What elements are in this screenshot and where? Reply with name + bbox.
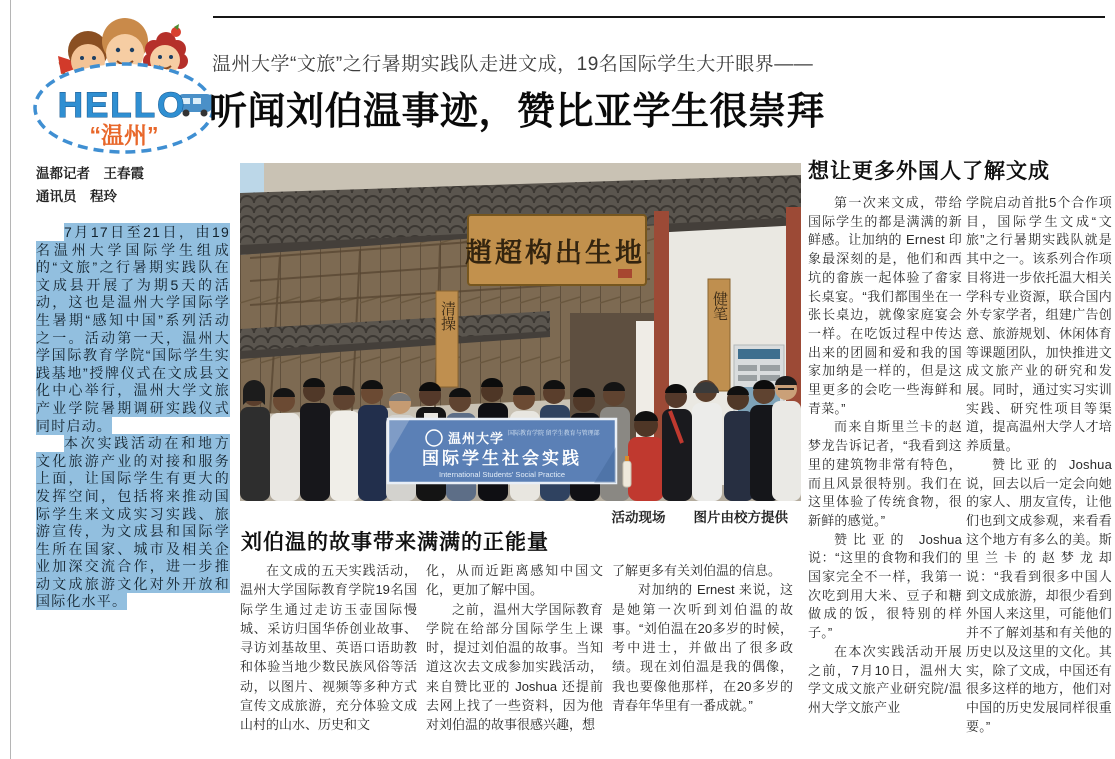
lede	[36, 224, 230, 611]
section1-col1-paragraph: 在文成的五天实践活动，温州大学国际教育学院19名国际学生通过走访玉壶国际慢城、采访归国华侨创业故事、寻访刘基故里、英语口语助教和体验当地少数民族风俗等活动，以图片、视频等多种方式宣传文成旅游，充分体验文成山村的山水、历史和文	[240, 563, 417, 733]
section1-column-1	[240, 561, 417, 735]
caption-location: 活动现场	[611, 510, 666, 525]
photo-caption	[240, 506, 788, 526]
section1-heading: 刘伯温的故事带来满满的正能量	[241, 531, 549, 554]
section2-col1-paragraph-3: 赞比亚的 Joshua 说：“这里的食物和我们的国家完全不一样，我第一次吃到用大米、豆子和糖做成的饭，很特别的样子。”	[808, 531, 962, 641]
photo-right-board-text: 健笔	[711, 291, 727, 321]
section2-col2-paragraph-1: 学院启动首批5个合作项目，国际学生文成“文旅”之行暑期实践队就是其中之一。该系列合作项目将进一步依托温大相关学科专业资源，联合国内外专家学者，组建广告创意、旅游规划、休闲体育等课题团队，加快推进文成文旅产业的研究和发展。同时，通过实习实训实践、研究性项目等渠道，提高温州大学人才培养质量。	[966, 195, 1112, 454]
section1-col2-paragraph-2: 之前，温州大学国际教育学院在给部分国际学生上课时，提过刘伯温的故事。当知道这次去文成参加实践活动，来自赞比亚的 Joshua 还提前去网上找了一些资料，因为他对刘伯温的故事很感兴趣，想	[426, 601, 603, 733]
section1-col2-paragraph-1: 化，从而近距离感知中国文化，更加了解中国。	[426, 563, 603, 598]
left-column	[36, 162, 230, 611]
section2-heading: 想让更多外国人了解文成	[808, 160, 1050, 183]
section2-col1-paragraph-2: 而来自斯里兰卡的赵梦龙告诉记者，“我看到这里的建筑物非常有特色，而且风景很特别。我们在这里体验了传统食物，很新鲜的感觉。”	[808, 419, 962, 528]
banner-english-text: International Students' Social Practice	[438, 470, 566, 479]
photo-sign-text: 趙超构出生地	[465, 238, 645, 268]
section2-col1-paragraph-4: 在本次实践活动开展之前，7月10日，温州大学文成文旅产业研究院/温州大学文旅产业	[808, 643, 962, 715]
section1-column-3	[612, 561, 793, 715]
lede-paragraph-1: 7月17日至21日，由19名温州大学国际学生组成的“文旅”之行暑期实践队在文成县开展了为期5天的活动，这也是温州大学国际学生暑期“感知中国”系列活动之一。活动第一天，温州大学国际教育学院“国际学生实践基地”授牌仪式在文成县文化中心举行，温州大学文旅产业学院暑期调研实践仪式同时启动。	[36, 224, 230, 434]
headline: 听闻刘伯温事迹，赞比亚学生很崇拜	[209, 91, 826, 133]
masthead-rule	[213, 16, 1105, 18]
section2-column-1	[808, 194, 962, 718]
banner	[388, 419, 616, 483]
section1-col3-paragraph-1: 了解更多有关刘伯温的信息。	[612, 563, 782, 578]
section2-column-2	[966, 194, 1112, 736]
caption-credit: 图片由校方提供	[693, 510, 788, 525]
section1-column-2	[426, 561, 603, 735]
byline	[36, 162, 230, 208]
photo-left-board-text: 清操	[439, 301, 455, 331]
byline-reporter: 温都记者 王春霞	[36, 166, 144, 181]
section2-col2-paragraph-2: 赞比亚的 Joshua 说，回去以后一定会向她的家人、朋友宣传，让他们也到文成参观，来看看这个地方有多么的美。斯里兰卡的赵梦龙却说：“我看到很多中国人到文成旅游，却很少看到外国人来这里，可能他们并不了解刘基和有关他的历史以及这里的文化。其实，除了文成，中国还有很多这样的地方，他们对中国的历史发展同样很重要。”	[966, 456, 1112, 734]
hello-wenzhou-logo	[26, 4, 222, 156]
section1-col3-paragraph-2: 对加纳的 Ernest 来说，这是她第一次听到刘伯温的故事。“刘伯温在20多岁的时候，考中进士，并做出了很多政绩。现在刘伯温是我的偶像，我也要像他那样，在20多岁的青春年华里有一番成就。”	[612, 582, 793, 714]
banner-subtitle: 国际教育学院 留学生教育与管理部	[508, 431, 600, 437]
banner-main-text: 国际学生社会实践	[422, 449, 582, 468]
event-photo	[240, 163, 801, 501]
page-edge-divider	[10, 0, 11, 759]
section2-col1-paragraph-1: 第一次来文成，带给国际学生的都是满满的新鲜感。让加纳的 Ernest 印象最深刻的是，他们和西坑的畲族一起体验了畲家长桌宴。“我们都围坐在一张长桌边，就像家庭宴会一样。在吃饭过程中传达出来的团圆和爱和我的国家加纳是一样的，但是这里更多的会吃一些海鲜和青菜。”	[808, 195, 962, 416]
kicker: 温州大学“文旅”之行暑期实践队走进文成，19名国际学生大开眼界——	[212, 54, 814, 75]
logo-city-text: “温州”	[89, 122, 159, 148]
byline-correspondent: 通讯员 程玲	[36, 189, 117, 204]
logo-hello-text: HELLO	[57, 86, 187, 125]
banner-university: 温州大学	[448, 431, 505, 446]
lede-paragraph-2: 本次实践活动在和地方文化旅游产业的对接和服务上面，让国际学生有更大的发挥空间，包括将来推动国际学生来文成实习实践、旅游宣传，为文成县和国际学生所在国家、城市及相关企业加深交流合作，进一步推动文成旅游文化对外开放和国际化水平。	[36, 435, 230, 610]
